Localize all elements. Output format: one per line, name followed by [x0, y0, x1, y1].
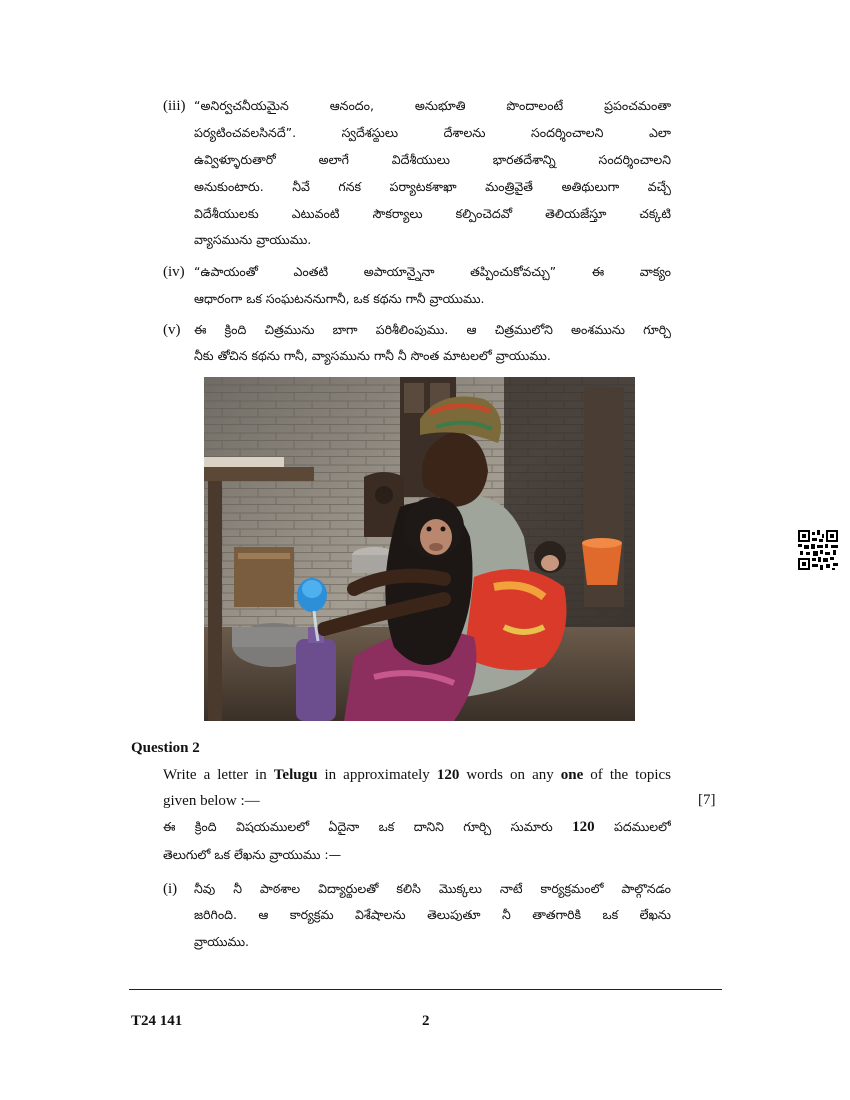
item-number-v: (v): [163, 322, 181, 338]
item-v-line-2: నీకు తోచిన కథను గానీ, వ్యాసమును గానీ నీ సొంత మాటలలో వ్రాయుము.: [194, 348, 551, 363]
paper-code: T24 141: [131, 1013, 183, 1029]
item-iii-line-4: అనుకుంటారు. నీవే గనక పర్యాటకశాఖా మంత్రివైతే అతిథులుగా వచ్చే: [194, 179, 671, 194]
item-iii-line-3: ఉవ్విళ్ళూరుతారో అలాగే విదేశీయులు భారతదేశాన్ని సందర్శించాలని: [194, 152, 671, 167]
item-iv-line-1: “ఉపాయంతో ఎంతటి అపాయాన్నైనా తప్పించుకోవచ్చు” ఈ వాక్యం: [194, 264, 671, 279]
instruction-te-pre: ఈ క్రింది విషయములలో ఏదైనా ఒక దానిని గూర్చి సుమారు: [163, 819, 573, 834]
question-2-marks: [7]: [698, 792, 716, 808]
item-i-line-3: వ్రాయుము.: [194, 934, 250, 949]
item-i-line-1: నీవు నీ పాఠశాల విద్యార్థులతో కలిసి మొక్కలు నాటే కార్యక్రమంలో పాల్గొనడం: [194, 881, 671, 896]
instruction-en-word-count: 120: [436, 767, 460, 783]
item-iv-line-2: ఆధారంగా ఒక సంఘటననుగానీ, ఒక కథను గానీ వ్రాయుము.: [194, 291, 485, 306]
question-2-instruction-en-line-2: given below :—: [163, 793, 260, 809]
instruction-en-pre: Write a letter in: [163, 767, 274, 783]
item-i-line-2: జరిగింది. ఆ కార్యక్రమ విశేషాలను తెలుపుతూ నీ తాతగారికి ఒక లేఖను: [194, 907, 671, 922]
instruction-en-one: one: [560, 767, 584, 783]
qr-code-icon: [798, 530, 838, 570]
item-iii-line-6: వ్యాసమును వ్రాయుము.: [194, 232, 312, 247]
question-2-instruction-en-line-1: [163, 766, 671, 784]
instruction-en-mid: in approximately: [317, 767, 437, 783]
item-number-iv: (iv): [163, 264, 185, 280]
item-v-line-1: ఈ క్రింది చిత్రమును బాగా పరిశీలింపుము. ఆ చిత్రములోని అంశమును గూర్చి: [194, 322, 671, 337]
footer-divider: [129, 989, 722, 990]
question-2-instruction-te-line-1: [163, 818, 671, 836]
item-iii-line-1: “అనిర్వచనీయమైన ఆనందం, అనుభూతి పొందాలంటే ప్రపంచమంతా: [194, 98, 671, 113]
question-2-title: Question 2: [131, 740, 200, 756]
instruction-en-post: of the topics: [583, 767, 671, 783]
instruction-en-mid2: words on any: [459, 767, 561, 783]
item-iii-line-2: పర్యటించవలసినదే”. స్వదేశస్థులు దేశాలను సందర్శించాలని ఎలా: [194, 125, 671, 140]
photograph-woman-with-chimpanzees: [204, 377, 635, 721]
instruction-en-language: Telugu: [273, 767, 318, 783]
instruction-te-word-count: 120: [572, 819, 595, 835]
item-number-i: (i): [163, 881, 178, 897]
question-2-instruction-te-line-2: తెలుగులో ఒక లేఖను వ్రాయుము :—: [163, 847, 342, 862]
item-iii-line-5: విదేశీయులకు ఎటువంటి సౌకర్యాలు కల్పించెదవో తెలియజేస్తూ చక్కటి: [194, 206, 671, 221]
page-number: 2: [422, 1013, 430, 1029]
instruction-te-post: పదములలో: [594, 819, 671, 834]
item-number-iii: (iii): [163, 98, 186, 114]
